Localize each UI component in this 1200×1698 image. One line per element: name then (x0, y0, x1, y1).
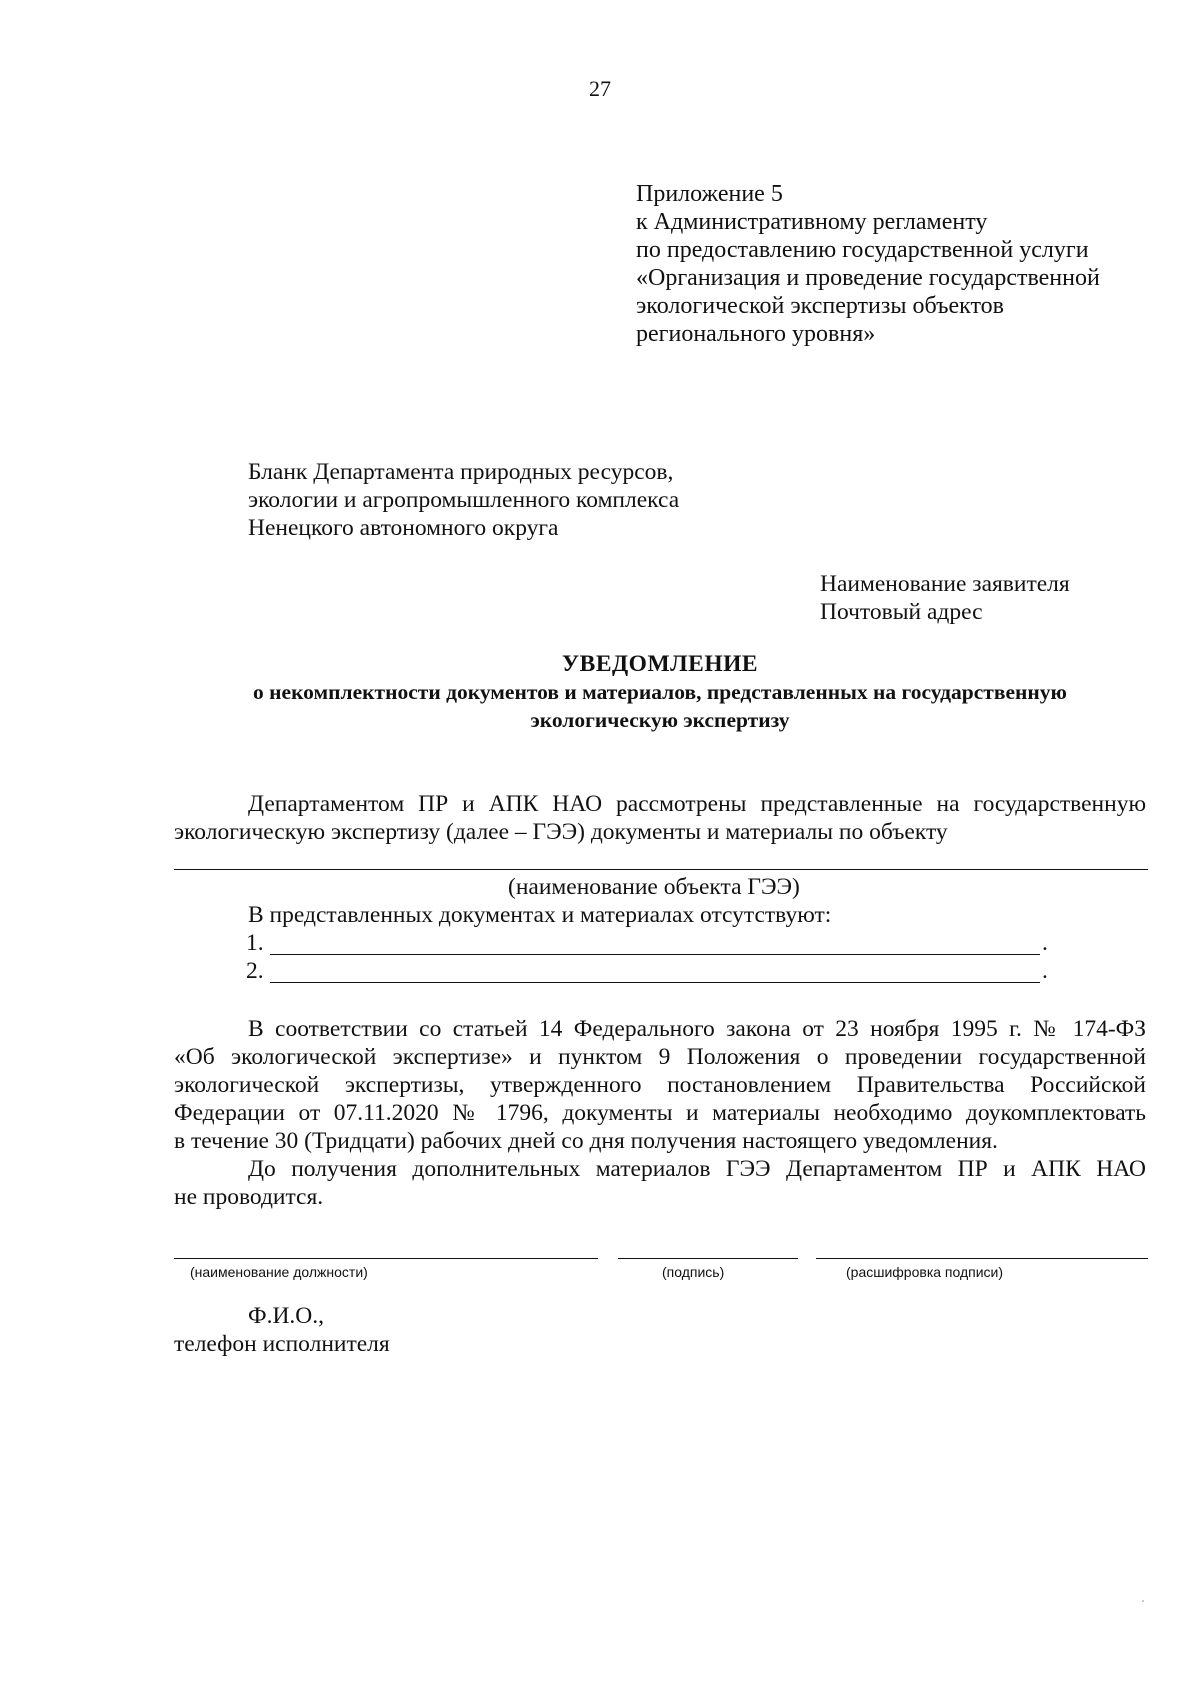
letterhead-line: экологии и агропромышленного комплекса (248, 487, 680, 513)
appendix-line: Приложение 5 (636, 181, 783, 207)
missing-item-line (270, 982, 1040, 983)
legal-line: Федерации от 07.11.2020 № 1796, документы и материалы необходимо доукомплектовать (174, 1100, 1146, 1126)
signature-label: (подпись) (662, 1264, 725, 1280)
document-title (172, 650, 1148, 734)
recipient-address: Почтовый адрес (820, 599, 983, 625)
position-label: (наименование должности) (190, 1264, 368, 1280)
executor-name: Ф.И.О., (248, 1303, 325, 1329)
signature-decoding-line (816, 1258, 1148, 1259)
appendix-line: экологической экспертизы объектов (636, 293, 1005, 319)
missing-item-number: 2. (246, 958, 264, 984)
executor-phone: телефон исполнителя (174, 1331, 390, 1357)
title-sub-line: экологическую экспертизу (530, 708, 790, 732)
page-number: 27 (589, 76, 611, 101)
appendix-line: к Административному регламенту (636, 209, 988, 235)
legal-line: в течение 30 (Тридцати) рабочих дней со дня получения настоящего уведомления. (174, 1128, 998, 1154)
appendix-line: «Организация и проведение государственной (636, 265, 1100, 291)
letterhead (248, 458, 679, 542)
object-name-line (174, 869, 1148, 870)
object-caption: (наименование объекта ГЭЭ) (508, 874, 800, 900)
letterhead-line: Ненецкого автономного округа (248, 515, 559, 541)
legal-line: В соответствии со статьей 14 Федерального закона от 23 ноября 1995 г. № 174-ФЗ (248, 1016, 1146, 1042)
scan-speck (1142, 1600, 1144, 1602)
recipient-name: Наименование заявителя (820, 571, 1070, 597)
legal-line: не проводится. (174, 1184, 324, 1210)
letterhead-line: Бланк Департамента природных ресурсов, (248, 459, 674, 485)
appendix-header (636, 180, 1100, 348)
appendix-line: регионального уровня» (636, 321, 876, 347)
title-sub-line: о некомплектности документов и материалов, представленных на государственную (253, 680, 1067, 704)
legal-line: До получения дополнительных материалов ГЭЭ Департаментом ПР и АПК НАО (248, 1156, 1146, 1182)
missing-item-number: 1. (246, 930, 264, 956)
position-signature-line (174, 1258, 598, 1259)
intro-line: Департаментом ПР и АПК НАО рассмотрены представленные на государственную (248, 791, 1146, 817)
decoding-label: (расшифровка подписи) (846, 1264, 1004, 1280)
signature-line (618, 1258, 798, 1259)
title-main: УВЕДОМЛЕНИЕ (561, 651, 759, 677)
missing-item-line (270, 954, 1040, 955)
legal-line: экологической экспертизы, утвержденного постановлением Правительства Российской (174, 1072, 1146, 1098)
legal-line: «Об экологической экспертизе» и пунктом 9 Положения о проведении государственной (174, 1044, 1146, 1070)
recipient-block (820, 570, 1070, 626)
missing-item-end: . (1042, 930, 1048, 956)
missing-item-end: . (1042, 958, 1048, 984)
missing-heading: В представленных документах и материалах отсутствуют: (248, 902, 832, 928)
intro-line: экологическую экспертизу (далее – ГЭЭ) документы и материалы по объекту (174, 819, 948, 845)
appendix-line: по предоставлению государственной услуги (636, 237, 1089, 263)
